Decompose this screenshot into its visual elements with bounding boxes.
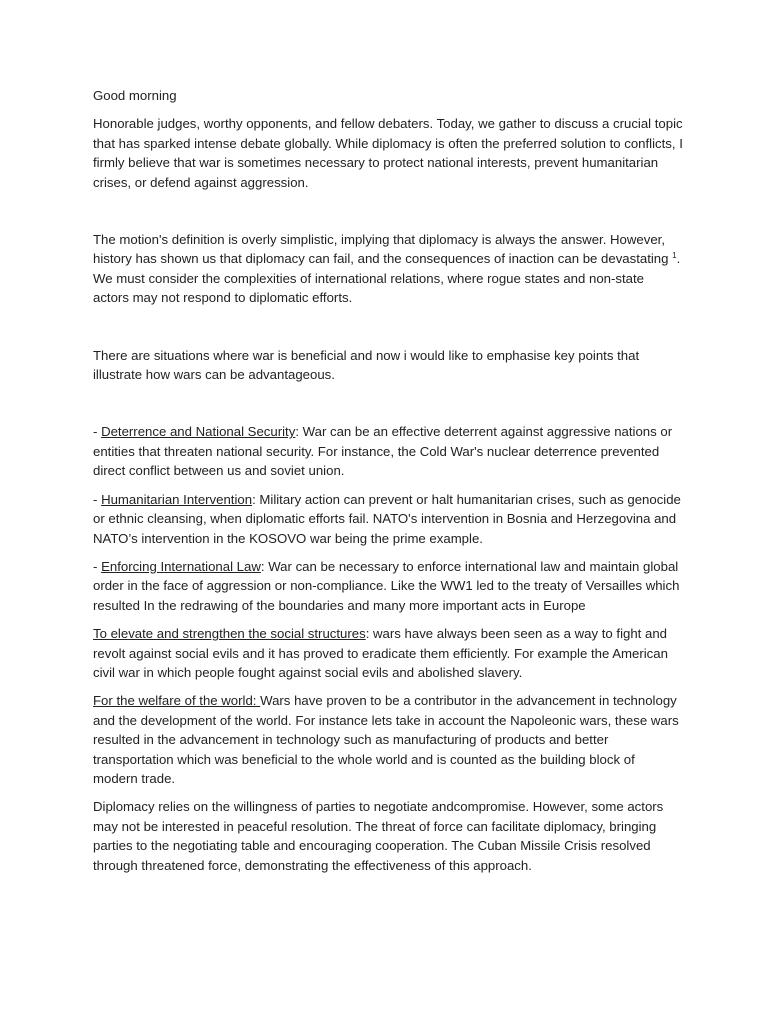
intro-paragraph: Honorable judges, worthy opponents, and fellow debaters. Today, we gather to discuss a crucial topic that has sparked intense debate globally. While diplomacy is often the preferred solution to conflicts, I firmly believe that war is sometimes necessary to protect national interests, prevent humanitarian crises, or defend against aggression. <box>93 116 683 190</box>
situations-paragraph: There are situations where war is beneficial and now i would like to emphasise key points that illustrate how wars can be advantageous. <box>93 347 640 383</box>
point-heading: For the welfare of the world: <box>93 693 261 709</box>
point-humanitarian <box>93 490 683 548</box>
point-heading: Humanitarian Intervention <box>101 491 253 507</box>
point-prefix: - <box>93 558 102 574</box>
point-international-law <box>93 557 683 615</box>
paragraph-gap <box>93 317 683 346</box>
paragraph-gap <box>93 393 683 422</box>
point-body: : wars have always been seen as a way to fight and revolt against social evils and it has proved to eradicate them efficiently. For example the American civil war in which people fought against social evils and abolished slavery. <box>93 626 668 680</box>
greeting: Good morning <box>93 88 177 103</box>
point-heading: To elevate and strengthen the social structures <box>93 626 366 642</box>
point-prefix: - <box>93 424 102 440</box>
paragraph-gap <box>93 201 683 230</box>
point-heading: Deterrence and National Security <box>101 424 296 440</box>
point-body: Wars have proven to be a contributor in the advancement in technology and the development of the world. For instance lets take in account the Napoleonic wars, these wars resulted in the advancement in technology such as manufacturing of products and better transportation which was beneficial to the whole world and is counted as the building block of modern trade. <box>93 693 679 786</box>
document-page <box>93 86 683 884</box>
footnote-marker[interactable]: 1 <box>672 251 677 261</box>
point-deterrence <box>93 422 683 480</box>
point-body: : Military action can prevent or halt humanitarian crises, such as genocide or ethnic cleansing, when diplomatic efforts fail. NATO's intervention in Bosnia and Herzegovina and NATO’s intervention in the KOSOVO war being the prime example. <box>93 491 681 546</box>
point-heading: Enforcing International Law <box>101 558 261 574</box>
point-body: : War can be an effective deterrent against aggressive nations or entities that threaten national security. For instance, the Cold War's nuclear deterrence prevented direct conflict between us and soviet union. <box>93 424 673 479</box>
motion-text-before-note: The motion's definition is overly simplistic, implying that diplomacy is always the answer. However, history has shown us that diplomacy can fail, and the consequences of inaction can be devastating <box>93 232 673 267</box>
diplomacy-paragraph: Diplomacy relies on the willingness of parties to negotiate andcompromise. However, some actors may not be interested in peaceful resolution. The threat of force can facilitate diplomacy, bringing parties to the negotiating table and encouraging cooperation. The Cuban Missile Crisis resolved through threatened force, demonstrating the effectiveness of this approach. <box>93 799 664 873</box>
point-welfare <box>93 691 683 788</box>
point-social-structures <box>93 624 683 682</box>
point-body: : War can be necessary to enforce international law and maintain global order in the face of aggression or non-compliance. Like the WW1 led to the treaty of Versailles which resulted In the redrawing of the boundaries and many more important acts in Europe <box>93 558 680 613</box>
motion-paragraph <box>93 230 683 308</box>
point-prefix: - <box>93 491 102 507</box>
motion-text-after-note: . We must consider the complexities of international relations, where rogue states and non-state actors may not respond to diplomatic efforts. <box>93 251 681 306</box>
